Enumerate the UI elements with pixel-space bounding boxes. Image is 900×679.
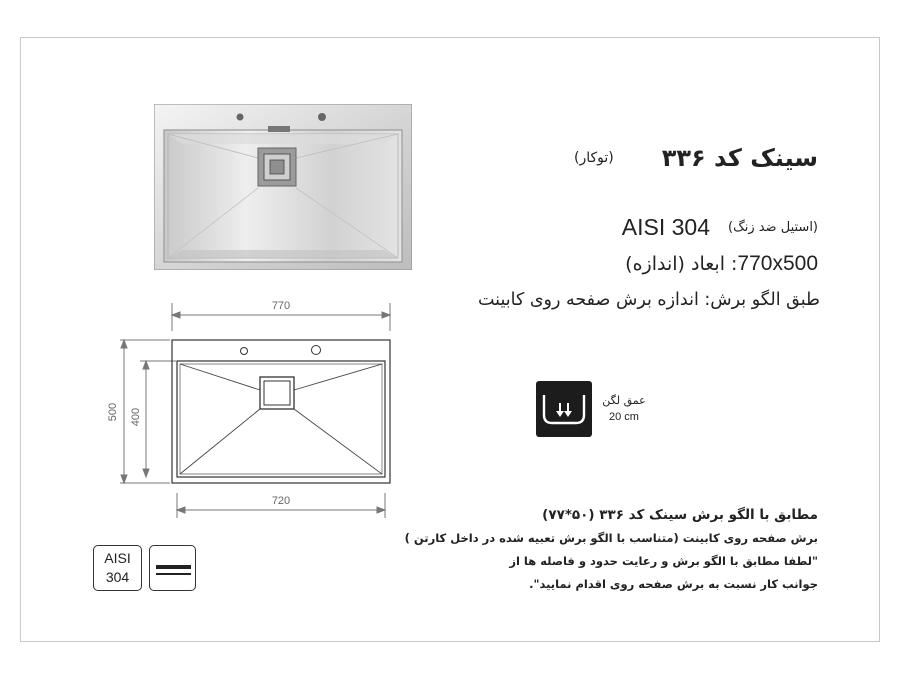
aisi-badge-line1: AISI <box>104 550 131 566</box>
material-note: (استیل ضد زنگ) <box>728 219 818 235</box>
note-line-4: جوانب کار نسبت به برش صفحه روی اقدام نمایید". <box>529 577 818 591</box>
install-notes <box>378 507 818 600</box>
dimensions-row <box>458 252 818 284</box>
dim-inner-height-label: 400 <box>130 407 142 427</box>
dimensions-value: 770x500 <box>737 252 818 275</box>
dimensions-label: : ابعاد (اندازه) <box>625 253 738 275</box>
top-mount-icon <box>150 546 197 592</box>
note-line-1: مطابق با الگو برش سینک کد ۳۳۶ (۵۰*۷۷) <box>542 507 818 523</box>
material-row <box>458 210 818 244</box>
top-mount-badge <box>149 545 196 591</box>
dim-top-label: 770 <box>271 300 291 312</box>
depth-label: عمق لگن <box>602 394 646 407</box>
depth-basin-icon <box>536 381 592 437</box>
aisi-badge <box>93 545 142 591</box>
product-subtitle: (توکار) <box>573 150 614 166</box>
dim-bottom-label: 720 <box>271 495 291 507</box>
cut-template-text: طبق الگو برش: اندازه برش صفحه روی کابینت <box>478 290 820 310</box>
product-title: سینک کد ۳۳۶ <box>661 144 818 172</box>
aisi-badge-line2: 304 <box>105 569 130 585</box>
material-code: AISI 304 <box>621 213 710 240</box>
sink-photo <box>154 104 412 270</box>
depth-value: 20 cm <box>609 411 639 423</box>
dim-outer-height-label: 500 <box>107 402 119 422</box>
note-line-3: "لطفا مطابق با الگو برش و رعایت حدود و فاصله ها از <box>509 554 818 568</box>
depth-label-group <box>596 392 652 426</box>
title-row <box>458 140 818 176</box>
technical-drawing <box>100 295 400 527</box>
note-line-2: برش صفحه روی کابینت (متناسب با الگو برش تعبیه شده در داخل کارتن ) <box>404 531 818 545</box>
